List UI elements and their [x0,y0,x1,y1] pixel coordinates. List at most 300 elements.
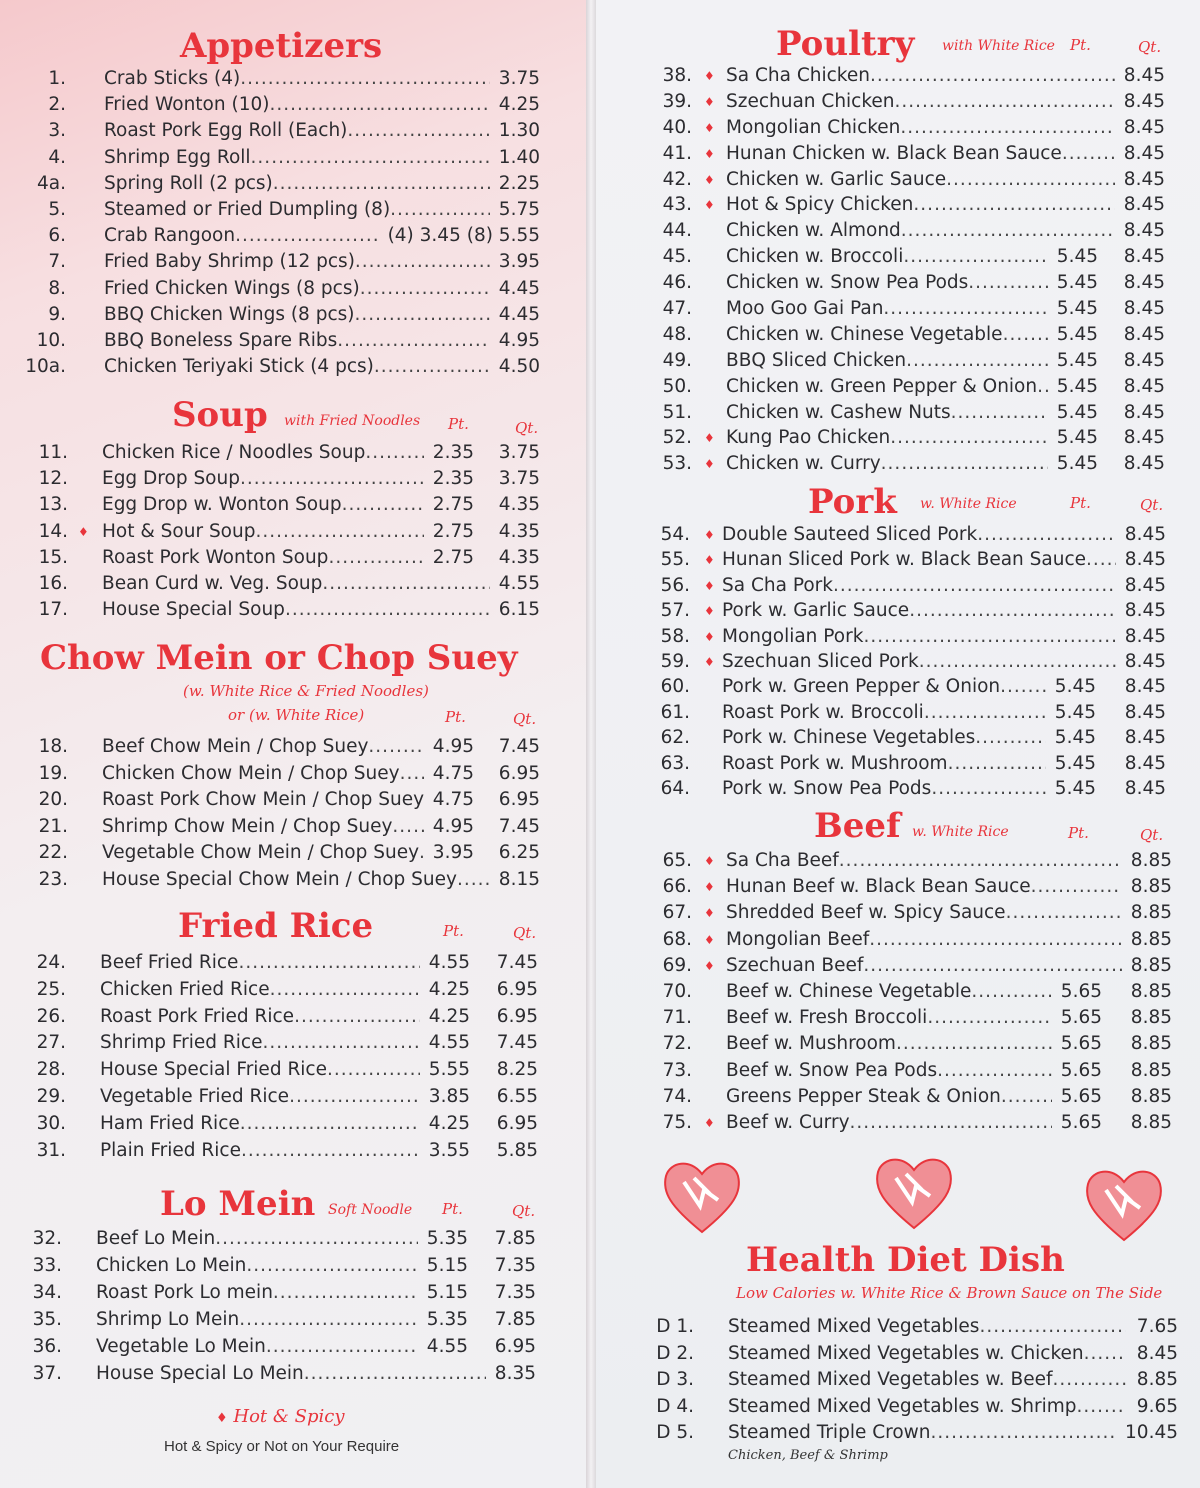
item-name-text: Sa Cha Pork [722,574,833,596]
item-name-text: Pork w. Snow Pea Pods [722,777,932,799]
menu-item-row [640,874,1170,900]
health-diet-header [746,1240,1126,1280]
item-name-text: Szechuan Beef [726,954,864,976]
item-name-text: BBQ Sliced Chicken [726,349,907,371]
quart-price: 6.95 [496,978,538,1000]
section-title: Health Diet Dish [746,1240,1065,1280]
hot-pepper-icon: ♦ [704,553,715,568]
item-name [726,167,1115,193]
dot-leader [337,328,490,354]
item-name [722,649,1116,675]
menu-item-row [640,649,1170,674]
item-name-text: Chicken Lo Mein [96,1255,247,1276]
item-number: 10a. [25,356,66,378]
menu-item-row [640,322,1170,348]
item-name [726,848,1122,874]
dot-leader [355,249,490,275]
item-name [726,953,1122,979]
item-number: 53. [662,453,692,475]
item-name-text: Sa Cha Chicken [726,65,870,86]
dot-leader [1086,547,1116,573]
pepper-icon: ♦ [216,1411,228,1426]
pint-price: 5.45 [1056,323,1098,345]
item-number: 75. [662,1111,692,1133]
dot-leader [365,440,424,466]
item-name [100,1030,420,1056]
section-title: Lo Mein [160,1184,316,1224]
item-price: 3.95 [498,251,540,273]
item-number: 56. [660,574,690,596]
hot-pepper-icon: ♦ [704,906,715,921]
poultry-header [776,24,1176,64]
dot-leader [946,167,1115,193]
dot-leader [241,1138,420,1164]
item-name-text: Beef Chow Mein / Chop Suey [102,736,369,757]
heart-decorations [660,1152,1170,1242]
menu-item-row [22,92,544,118]
item-name [726,1031,1052,1057]
quart-price: 8.45 [1123,427,1165,449]
item-name [104,197,490,223]
section-title: Beef [814,806,901,846]
quart-label: Qt. [1140,826,1164,844]
menu-item-row [640,192,1170,218]
pint-price: 4.55 [428,1032,470,1054]
quart-price: 8.45 [1123,246,1165,268]
item-number: 74. [662,1085,692,1107]
menu-item-row [640,89,1170,115]
hot-pepper-icon: ♦ [704,854,715,868]
menu-item-row [640,547,1170,572]
item-name [104,145,490,171]
hot-spicy-legend [216,1406,344,1427]
pint-price: 2.75 [432,546,474,568]
section-title: Pork [808,482,897,522]
item-name [102,492,424,518]
menu-item-row [22,787,544,814]
item-name [102,787,424,813]
menu-item-row [22,840,544,867]
dot-leader [833,573,1116,599]
item-name-text: Fried Baby Shrimp (12 pcs) [104,251,355,273]
item-name-text: Beef w. Curry [726,1111,850,1133]
item-name-text: Chicken w. Curry [726,453,881,475]
menu-item-row [648,1394,1182,1421]
item-name-text: Chicken w. Broccoli [726,246,904,268]
item-name-text: Steamed Mixed Vegetables w. Beef [728,1369,1053,1390]
item-price: 10.45 [1125,1422,1178,1443]
quart-price: 6.95 [494,1336,536,1357]
item-name [100,1004,420,1030]
dot-leader [1077,1394,1126,1420]
menu-item-row [22,1334,544,1361]
item-number: 22. [38,842,68,863]
menu-item-row [22,249,544,275]
item-name [728,1420,1116,1446]
pint-price: 5.45 [1056,246,1098,268]
item-number: 63. [660,752,690,774]
item-name-text: Szechuan Chicken [726,90,895,112]
item-number: 62. [660,727,690,749]
menu-item-row [22,1004,544,1031]
item-number: 17. [38,599,68,621]
menu-item-row [640,348,1170,374]
item-name-text: Greens Pepper Steak & Onion [726,1085,1001,1107]
pint-price: 5.45 [1054,676,1096,698]
quart-price: 8.45 [1123,375,1165,397]
menu-item-row [640,751,1170,776]
hot-pepper-icon: ♦ [78,524,89,539]
pint-price: 5.45 [1054,777,1096,799]
lo-mein-header [160,1184,560,1224]
quart-price: 8.85 [1130,980,1172,1002]
dot-leader [354,302,490,328]
quart-label: Qt. [512,1202,536,1220]
item-name [102,867,490,893]
menu-item-row [22,197,544,223]
item-number: 42. [662,168,692,190]
item-name-text: Shrimp Chow Mein / Chop Suey [102,815,393,837]
item-name [100,1084,420,1110]
item-name-text: Hot & Sour Soup [102,520,256,542]
dot-leader [235,223,380,249]
hot-pepper-icon: ♦ [704,431,715,446]
hot-pepper-icon: ♦ [704,880,715,895]
item-price: 4.45 [498,303,540,325]
pork-list [640,522,1170,801]
chow-mein-header [40,638,560,728]
item-number: 43. [662,194,692,216]
dot-leader [270,977,420,1003]
quart-price: 8.45 [1123,65,1165,86]
pint-price: 5.45 [1056,272,1098,294]
item-number: 2. [48,94,66,116]
dot-leader [251,145,490,171]
dot-leader [360,276,490,302]
item-number: 37. [32,1363,62,1384]
quart-price: 7.85 [494,1228,536,1249]
pint-price: 5.45 [1056,298,1098,320]
pint-label: Pt. [1070,36,1091,54]
dot-leader [919,649,1116,675]
dot-leader [239,1307,418,1333]
item-price: 1.40 [498,146,540,168]
item-name-text: Beef w. Mushroom [726,1033,896,1055]
item-name [104,276,490,302]
item-name [726,218,1115,244]
item-name [104,223,380,249]
item-price: 1.30 [498,120,540,142]
dot-leader [971,979,1052,1005]
menu-item-row [22,977,544,1004]
item-number: 5. [48,198,66,220]
dot-leader [901,218,1115,244]
item-name-text: Hunan Chicken w. Black Bean Sauce [726,142,1062,164]
menu-item-row [22,145,544,171]
hot-pepper-icon: ♦ [704,528,715,542]
item-name-text: BBQ Boneless Spare Ribs [104,329,338,351]
menu-item-row [22,66,544,92]
quart-label: Qt. [513,710,537,728]
item-price: 4.95 [498,329,540,351]
quart-price: 3.75 [498,442,540,463]
quart-label: Qt. [515,419,539,437]
pint-price: 4.75 [432,789,474,810]
hot-pepper-icon: ♦ [704,958,715,973]
item-name [102,734,424,760]
menu-item-row [22,328,544,354]
section-subtitle: w. White Rice [920,496,1017,512]
item-number: 36. [32,1336,62,1357]
dot-leader [869,927,1122,953]
item-name [104,92,490,118]
item-number: 71. [662,1007,692,1029]
quart-price: 8.45 [1123,194,1165,216]
item-name [726,89,1115,115]
item-name-text: Chicken w. Almond [726,220,901,242]
item-number: 70. [662,980,692,1002]
menu-item-row [640,244,1170,270]
dot-leader [262,1030,420,1056]
item-number: 35. [32,1309,62,1330]
item-number: 38. [662,65,692,86]
quart-price: 8.45 [1124,777,1166,799]
item-number: 24. [36,952,66,973]
dot-leader [273,171,490,197]
menu-item-row [640,1031,1170,1057]
item-name [722,776,1046,802]
dot-leader [285,597,490,623]
item-name [100,1111,420,1137]
item-name-text: Kung Pao Chicken [726,427,891,449]
pint-price: 4.55 [428,952,470,973]
pint-price: 5.55 [428,1059,470,1081]
item-name-text: Vegetable Fried Rice [100,1085,290,1107]
hot-pepper-icon: ♦ [704,932,715,947]
dot-leader [909,598,1116,624]
dot-leader [328,545,424,571]
menu-item-row [22,1226,544,1253]
item-number: 26. [36,1005,66,1027]
item-name [100,950,420,976]
item-name [728,1367,1126,1393]
dot-leader [238,950,420,976]
quart-price: 3.75 [498,468,540,490]
quart-price: 8.85 [1130,1059,1172,1081]
item-price: 3.75 [498,68,540,89]
hot-pepper-icon: ♦ [704,578,715,593]
quart-label: Qt. [513,924,537,942]
menu-item-row [640,218,1170,244]
dot-leader [457,867,490,893]
quart-price: 8.45 [1123,168,1165,190]
item-name [726,270,1048,296]
dot-leader [240,466,424,492]
quart-price: 8.45 [1123,116,1165,138]
pint-price: 4.25 [428,978,470,1000]
menu-item-row [640,296,1170,322]
item-name-text: Fried Chicken Wings (8 pcs) [104,277,360,299]
dot-leader [368,734,424,760]
item-name [722,547,1116,573]
pint-label: Pt. [448,415,469,433]
item-number: 48. [662,323,692,345]
item-number: 13. [38,494,68,516]
menu-item-row [640,927,1170,953]
section-subtitle: with White Rice [942,38,1055,54]
item-price: 4.45 [498,277,540,299]
menu-item-row [640,776,1170,801]
dot-leader [322,571,490,597]
menu-item-row [22,1030,544,1057]
pint-price: 5.65 [1060,1007,1102,1029]
item-name [726,348,1048,374]
pint-label: Pt. [1068,824,1089,842]
item-name [102,761,424,787]
item-number: 21. [38,815,68,837]
item-name-text: Egg Drop w. Wonton Soup [102,494,342,516]
dot-leader [215,1226,418,1252]
item-name [96,1226,418,1252]
menu-item-row [22,814,544,841]
item-name-text: Beef Fried Rice [100,952,239,973]
item-name-text: Chicken w. Chinese Vegetable [726,323,1003,345]
item-number: 4a. [37,172,66,194]
item-number: 12. [38,468,68,490]
item-number: 73. [662,1059,692,1081]
soup-header [172,395,552,435]
item-name-text: Beef w. Chinese Vegetable [726,980,972,1002]
quart-price: 8.85 [1130,1085,1172,1107]
item-name [102,814,424,840]
menu-item-row [640,674,1170,699]
dot-leader [1053,1367,1127,1393]
pint-price: 2.75 [432,520,474,542]
item-name [104,118,490,144]
quart-price: 8.45 [1123,220,1165,242]
quart-price: 8.45 [1123,90,1165,112]
pint-price: 5.45 [1056,375,1098,397]
heart-icon [660,1156,744,1236]
dot-leader [900,115,1115,141]
item-number: 4. [48,146,66,168]
item-name-text: Crab Sticks (4) [104,68,241,89]
hot-pepper-icon: ♦ [704,146,715,161]
item-name-text: Vegetable Lo Mein [96,1336,266,1357]
quart-price: 8.45 [1124,549,1166,571]
menu-item-row [22,571,544,597]
item-number: D 3. [656,1369,694,1390]
item-number: D 5. [656,1422,694,1443]
dot-leader [890,425,1048,451]
item-number: 67. [662,902,692,924]
pint-price: 2.35 [432,468,474,490]
item-number: 66. [662,876,692,898]
item-number: D 1. [656,1316,694,1337]
item-number: 8. [48,277,66,299]
item-name [102,571,490,597]
quart-price: 7.45 [498,815,540,837]
hot-pepper-icon: ♦ [704,120,715,135]
quart-label: Qt. [1138,38,1162,56]
menu-item-row [648,1314,1182,1341]
item-name-text: Steamed Mixed Vegetables w. Shrimp [728,1395,1077,1417]
item-name [722,674,1046,700]
hot-pepper-icon: ♦ [704,172,715,187]
item-name-text: Spring Roll (2 pcs) [104,172,273,194]
section-note: or (w. White Rice) [228,706,365,724]
item-price: 8.85 [1136,1369,1178,1390]
item-name-text: House Special Fried Rice [100,1059,327,1081]
item-name [722,700,1046,726]
dot-leader [240,1111,420,1137]
pint-price: 5.45 [1054,752,1096,774]
item-price: 4.50 [498,356,540,378]
item-name [96,1334,418,1360]
dot-leader [895,89,1115,115]
item-name [104,354,490,380]
pint-price: 5.65 [1060,1111,1102,1133]
item-name-text: Chicken w. Cashew Nuts [726,401,951,423]
quart-price: 8.85 [1130,876,1172,898]
menu-item-row [640,374,1170,400]
item-number: 64. [660,777,690,799]
item-name [726,296,1048,322]
menu-item-row [22,223,544,249]
dot-leader [850,1110,1052,1136]
quart-price: 8.45 [1123,401,1165,423]
item-number: 40. [662,116,692,138]
menu-item-row [640,115,1170,141]
item-name [722,522,1116,548]
item-number: 1. [48,68,66,89]
menu-item-row [22,519,544,545]
item-name [726,1084,1052,1110]
quart-label: Qt. [1140,496,1164,514]
item-name [722,725,1046,751]
item-name [102,519,424,545]
dot-leader [975,725,1046,751]
menu-item-row [22,1280,544,1307]
item-name [96,1280,418,1306]
pint-price: 5.65 [1060,980,1102,1002]
pint-price: 4.25 [428,1005,470,1027]
item-number: 23. [38,868,68,890]
menu-item-row [640,522,1170,547]
item-number: 45. [662,246,692,268]
item-name-text: Hunan Beef w. Black Bean Sauce [726,876,1031,898]
item-name [104,66,490,92]
item-number: 46. [662,272,692,294]
pint-price: 4.75 [432,762,474,784]
section-note: (w. White Rice & Fried Noodles) [183,682,429,700]
item-name-text: Hot & Spicy Chicken [726,194,914,216]
item-name [726,1110,1052,1136]
chow-mein-list [22,734,544,893]
hot-pepper-icon: ♦ [704,629,715,644]
pint-price: 5.45 [1056,349,1098,371]
pint-label: Pt. [442,1200,463,1218]
item-name-text: Steamed Triple Crown [728,1422,931,1443]
item-number: D 2. [656,1342,694,1364]
fried-rice-header [178,906,558,946]
item-number: 3. [48,120,66,142]
dot-leader [273,1280,418,1306]
item-number: D 4. [656,1395,694,1417]
hot-pepper-icon: ♦ [704,604,715,619]
item-number: 60. [660,676,690,698]
menu-item-row [22,761,544,788]
